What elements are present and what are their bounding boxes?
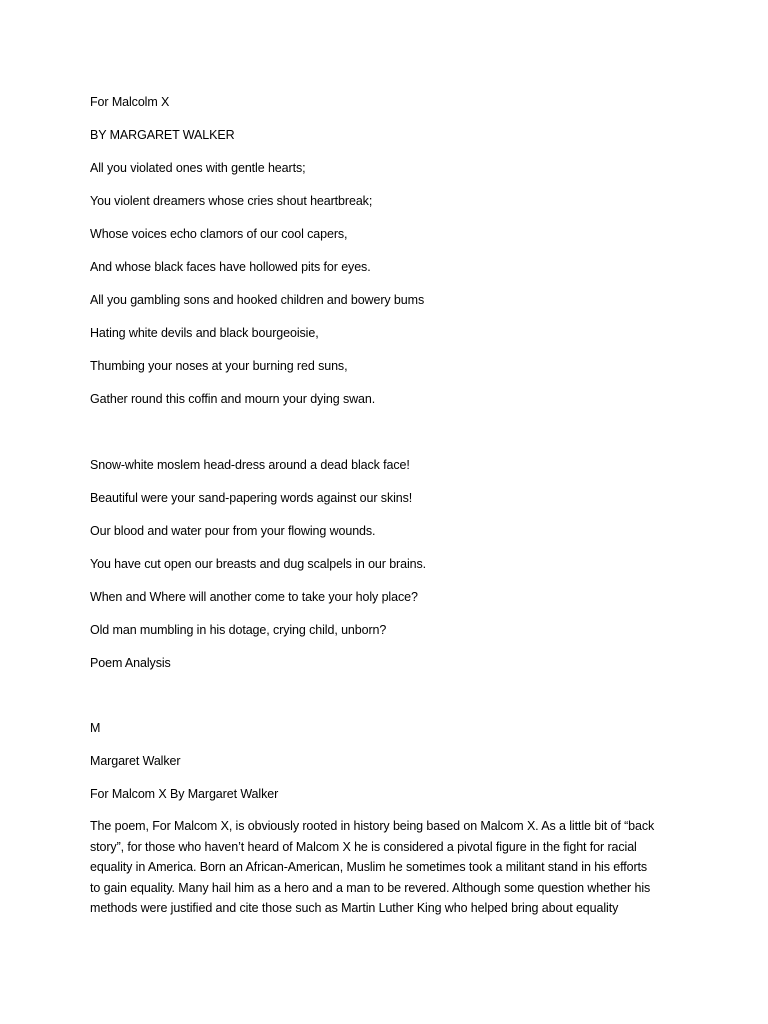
poem-line: Our blood and water pour from your flowing wounds.: [90, 524, 376, 538]
analysis-initial: M: [90, 721, 101, 735]
poem-line: And whose black faces have hollowed pits for eyes.: [90, 260, 371, 274]
poem-title: For Malcolm X: [90, 95, 170, 109]
poem-line: Gather round this coffin and mourn your dying swan.: [90, 392, 376, 406]
poem-line: You have cut open our breasts and dug scalpels in our brains.: [90, 557, 427, 571]
analysis-paragraph: The poem, For Malcom X, is obviously rooted in history being based on Malcom X. As a little bit of “back story”, for those who haven’t heard of Malcom X he is considered a pivotal figure in the fight for racial equality in America. Born an African-American, Muslim he sometimes took a militant stand in his efforts to gain equality. Many hail him as a hero and a man to be revered. Although some question whether his methods were justified and cite those such as Martin Luther King who helped bring about equality: [90, 819, 655, 915]
poem-line: Whose voices echo clamors of our cool capers,: [90, 227, 348, 241]
analysis-author: Margaret Walker: [90, 754, 181, 768]
poem-line: All you violated ones with gentle hearts;: [90, 161, 306, 175]
poem-line: Hating white devils and black bourgeoisie,: [90, 326, 319, 340]
poem-line: You violent dreamers whose cries shout heartbreak;: [90, 194, 373, 208]
poem-byline: BY MARGARET WALKER: [90, 128, 235, 142]
document-page: [90, 0, 690, 1024]
poem-line: Snow-white moslem head-dress around a dead black face!: [90, 458, 410, 472]
poem-line: When and Where will another come to take your holy place?: [90, 590, 418, 604]
poem-analysis-label: Poem Analysis: [90, 656, 171, 670]
poem-line: Beautiful were your sand-papering words against our skins!: [90, 491, 413, 505]
poem-line: All you gambling sons and hooked children and bowery bums: [90, 293, 425, 307]
poem-line: Thumbing your noses at your burning red suns,: [90, 359, 348, 373]
analysis-heading: For Malcom X By Margaret Walker: [90, 787, 279, 801]
poem-line: Old man mumbling in his dotage, crying child, unborn?: [90, 623, 387, 637]
